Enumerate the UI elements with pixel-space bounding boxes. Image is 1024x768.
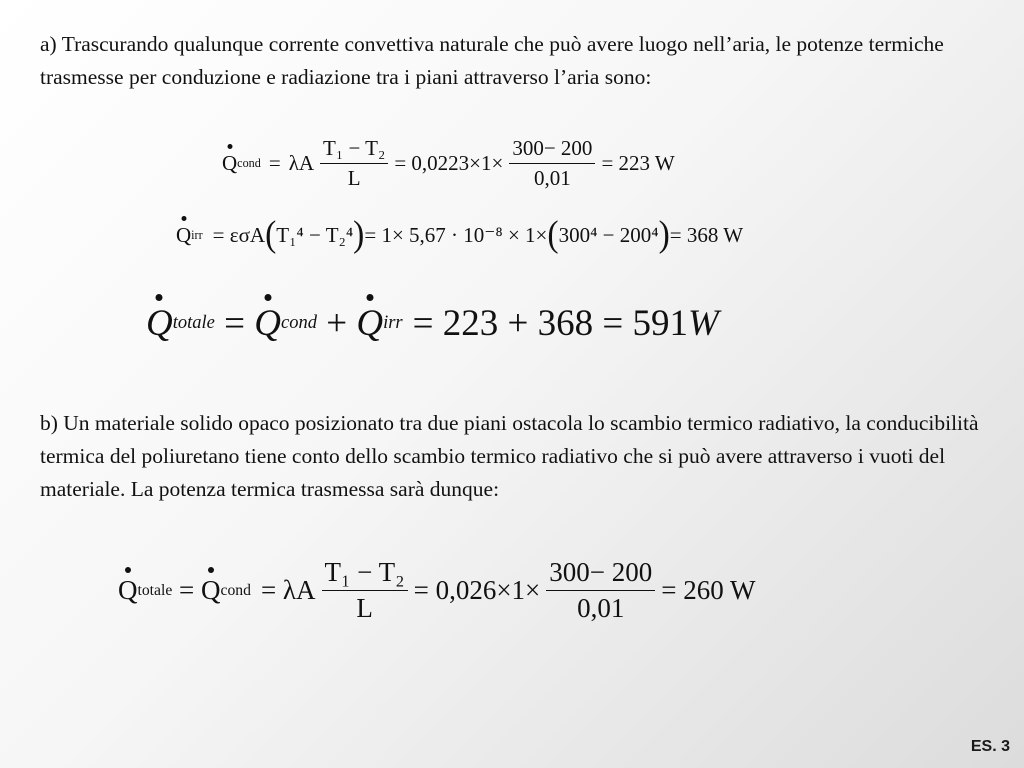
value-difference: 300⁴ − 200⁴ [558,222,659,247]
subscript-irr: irr [383,313,403,333]
fraction-values [509,136,595,191]
subscript-cond: cond [220,581,251,599]
paragraph-a: a) Trascurando qualunque corrente convettiva naturale che può avere luogo nell’aria, le potenze termiche trasmesse per conduzione e radiazione tra i piani attraverso l’aria sono: [40,32,944,89]
slide-number: ES. 3 [970,738,1010,755]
equation-conduction [222,136,675,191]
equation-numbers: = 223 + 368 = 591 [412,303,688,344]
subscript-irr: irr [191,227,203,242]
equation-middle: = 1× 5,67 · 10⁻⁸ × 1× [364,222,548,247]
q-dot-symbol: Q [222,151,238,175]
subscript-totale: totale [137,581,173,599]
equation-polyurethane: Q totale = Q cond = λA $\frac{\text{T₁ − T₂}}{L}$ = 0,026×1× $\frac{300- 200}{0,01}$ = 260 W [118,557,756,623]
equals-sign: = [268,151,281,175]
lambda-a: λA [288,151,315,175]
q-dot-symbol: Q [118,575,138,605]
equation-lhs-rest: = εσA [212,222,266,247]
equation-total: Q totale = Q cond + Q irr = 223 + 368 = 591 W [146,303,719,344]
fraction-denominator: 0,01 [534,166,571,190]
subscript-cond: cond [237,156,261,170]
fraction-numerator: T₁ − T₂ [320,136,388,164]
fraction-denominator: L [356,593,373,623]
fraction-denominator: 0,01 [577,593,625,623]
temperature-difference: T₁⁴ − T₂⁴ [276,222,354,247]
subscript-totale: totale [172,313,215,333]
equation-result: = 368 W [669,222,744,247]
equation-unit: W [687,303,719,344]
q-dot-symbol: Q [254,303,281,344]
equation-result: = 260 W [661,575,756,605]
fraction-numerator: 300− 200 [509,136,595,164]
subscript-cond: cond [280,313,317,333]
fraction-denominator: L [347,166,361,190]
q-dot-symbol: Q [146,303,173,344]
fraction-values [546,557,655,624]
fraction-numerator: T₁ − T₂ [322,557,408,591]
equation-middle: = 0,0223×1× [394,151,504,175]
lambda-a: = λA [260,575,316,605]
equation-radiation: Q irr = εσA ( T₁⁴ − T₂⁴ ) = 1× 5,67 · 10⁻⁸ × 1× ( 300⁴ − 200⁴ ) = 368 W [176,214,744,255]
equation-result: = 223 W [601,151,675,175]
fraction-temperature [320,136,388,191]
fraction-temperature [322,557,408,624]
fraction-numerator: 300− 200 [546,557,655,591]
q-dot-symbol: Q [356,303,384,344]
q-dot-symbol: Q [201,575,221,605]
equation-middle: = 0,026×1× [413,575,541,605]
q-dot-symbol: Q [176,222,192,247]
paragraph-b: b) Un materiale solido opaco posizionato tra due piani ostacola lo scambio termico radiativo, la conducibilità termica del poliuretano tiene conto dello scambio termico radiativo che si può avere attraverso i vuoti del materiale. La potenza termica trasmessa sarà dunque: [40,411,979,501]
